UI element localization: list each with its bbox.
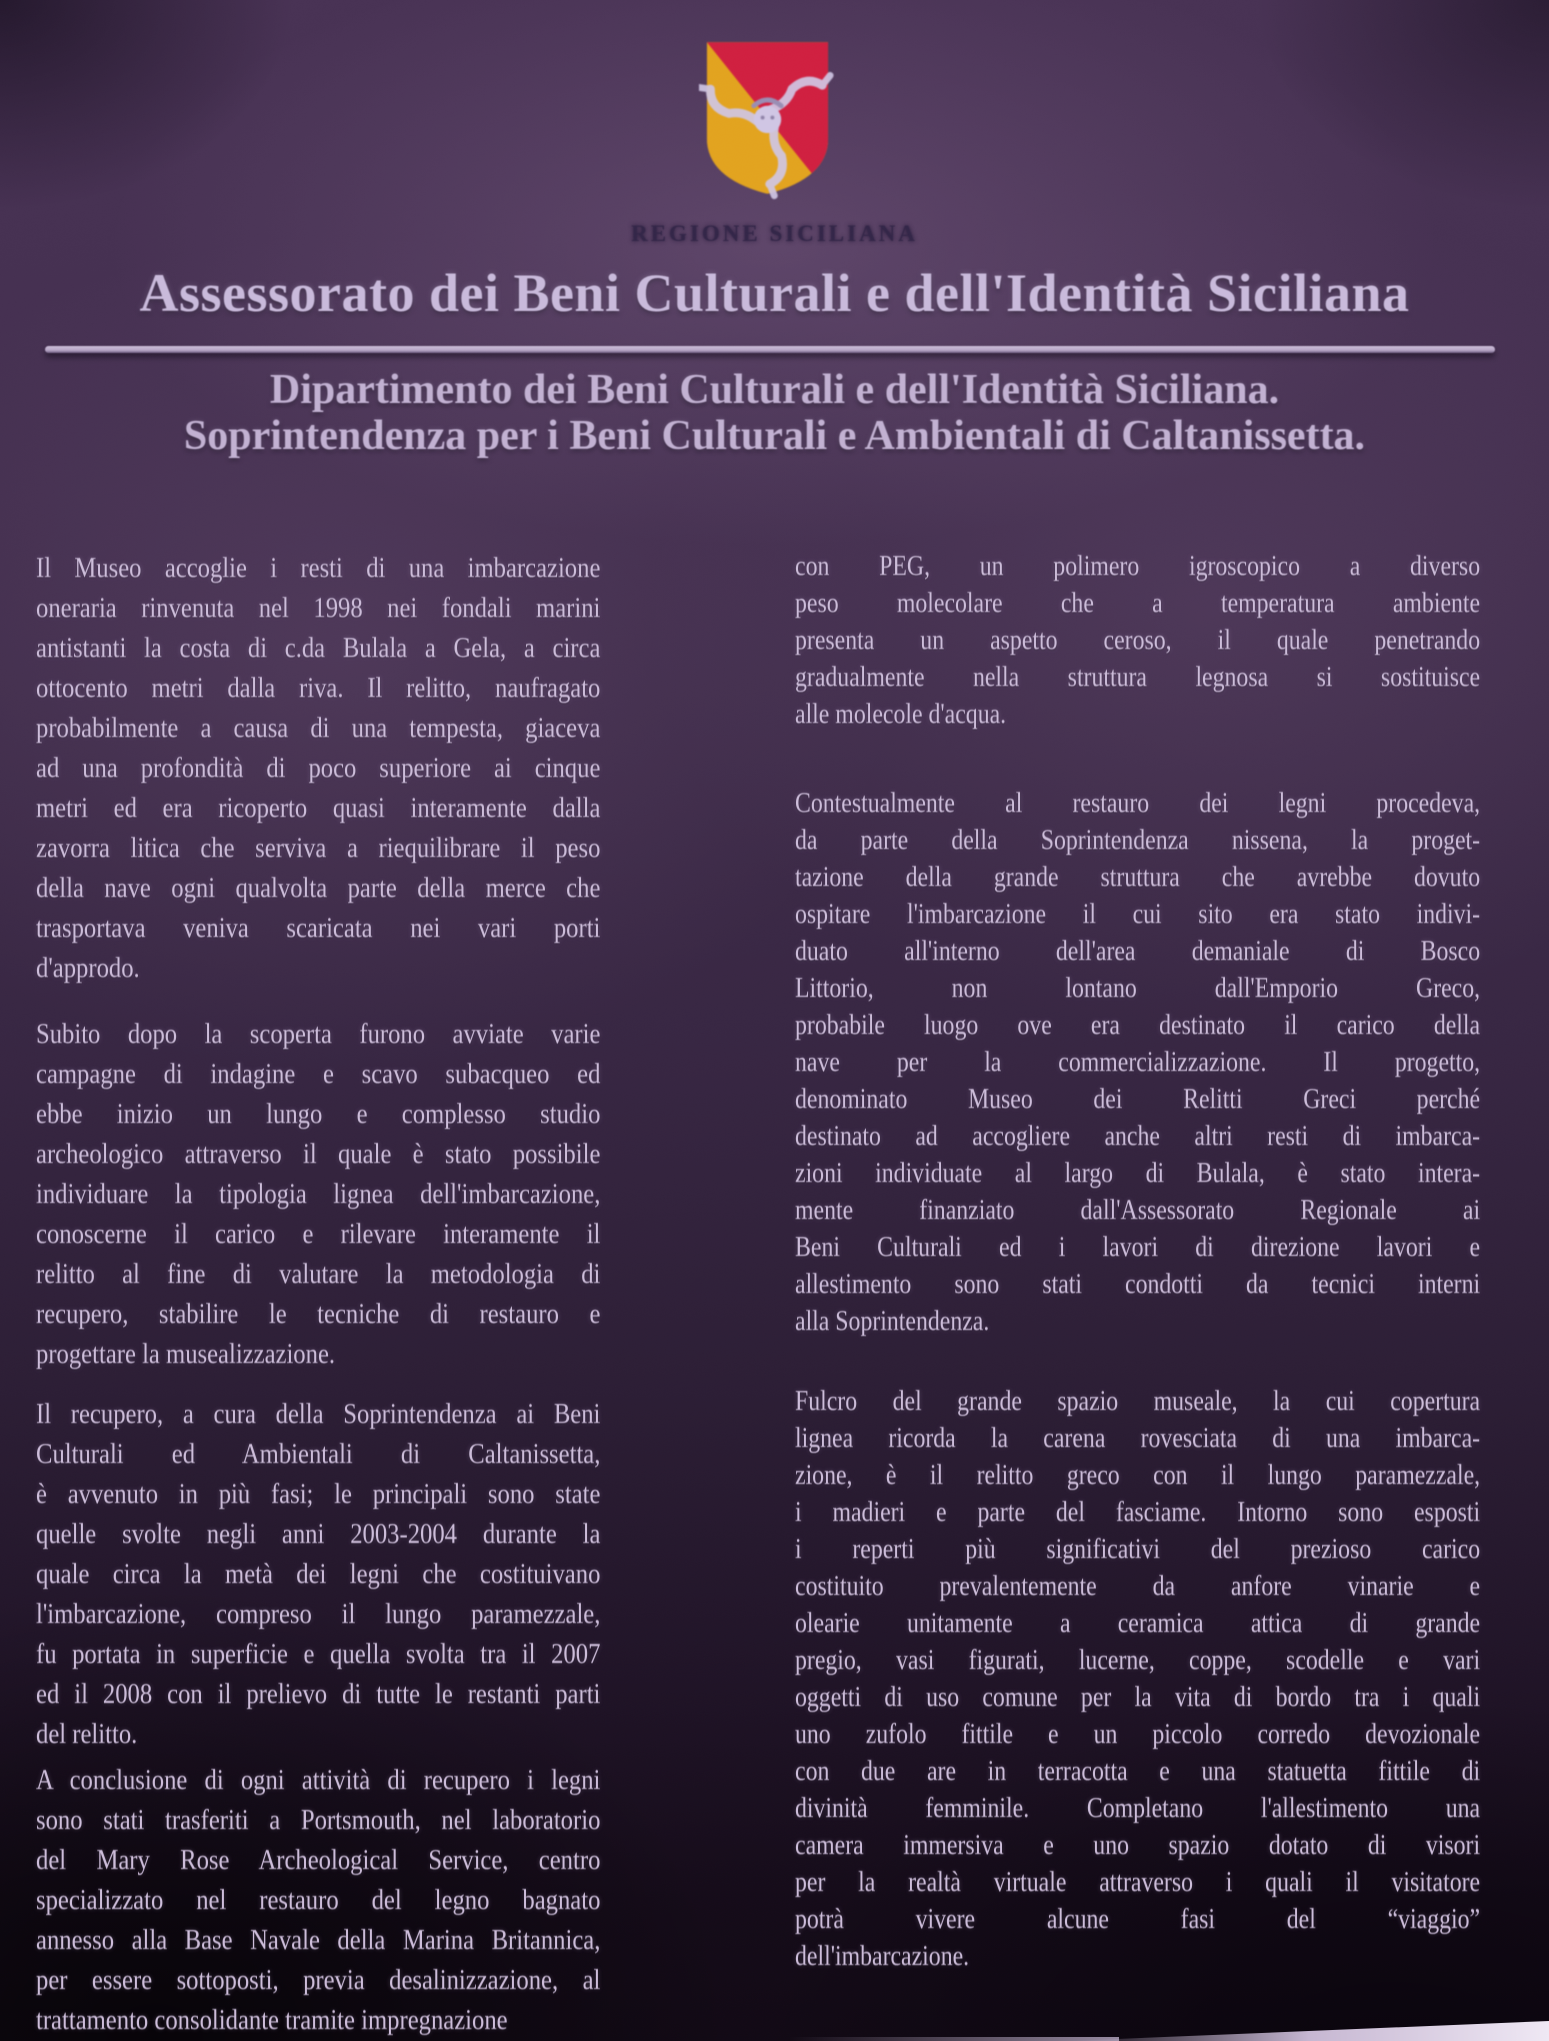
text-line: ebbe inizio un lungo e complesso studio (36, 1098, 601, 1130)
text-line: Culturali ed Ambientali di Caltanissetta, (36, 1438, 601, 1470)
text-line: ospitare l'imbarcazione il cui sito era stato indivi- (795, 899, 1481, 930)
text-line: allestimento sono stati condotti da tecnici interni (795, 1269, 1481, 1300)
text-line: antistanti la costa di c.da Bulala a Gela, a circa (36, 632, 601, 664)
text-line: ottocento metri dalla riva. Il relitto, naufragato (36, 672, 601, 704)
text-line: individuare la tipologia lignea dell'imbarcazione, (36, 1178, 601, 1210)
text-line: alla Soprintendenza. (795, 1306, 990, 1337)
text-line: nave per la commercializzazione. Il progetto, (795, 1047, 1481, 1078)
text-line: potrà vivere alcune fasi del “viaggio” (795, 1904, 1481, 1935)
panel-edge-glare (1069, 2021, 1549, 2041)
text-line: quelle svolte negli anni 2003-2004 durante la (36, 1518, 601, 1550)
text-line: recupero, stabilire le tecniche di restauro e (36, 1298, 601, 1330)
text-line: per essere sottoposti, previa desalinizzazione, al (36, 1964, 601, 1996)
paragraph (36, 1014, 600, 1374)
text-line: destinato ad accogliere anche altri resti di imbarca- (795, 1121, 1481, 1152)
text-line: progettare la musealizzazione. (36, 1338, 336, 1370)
text-line: fu portata in superficie e quella svolta tra il 2007 (36, 1638, 601, 1670)
paragraph (36, 1394, 600, 1754)
text-line: per la realtà virtuale attraverso i quali il visitatore (795, 1867, 1481, 1898)
gorgon-head-icon (754, 106, 781, 133)
text-line: tazione della grande struttura che avrebbe dovuto (795, 862, 1481, 893)
text-line: costituito prevalentemente da anfore vinarie e (795, 1571, 1481, 1602)
text-line: presenta un aspetto ceroso, il quale penetrando (795, 625, 1481, 656)
paragraph (795, 1383, 1480, 1975)
text-line: con PEG, un polimero igroscopico a diverso (795, 551, 1481, 582)
text-line: è avvenuto in più fasi; le principali sono state (36, 1478, 601, 1510)
text-line: oneraria rinvenuta nel 1998 nei fondali marini (36, 592, 601, 624)
text-line: divinità femminile. Completano l'allestimento una (795, 1793, 1481, 1824)
paragraph (795, 785, 1480, 1340)
text-line: specializzato nel restauro del legno bagnato (36, 1884, 601, 1916)
text-line: trasportava veniva scaricata nei vari porti (36, 912, 601, 944)
text-line: Contestualmente al restauro dei legni procedeva, (795, 788, 1481, 819)
text-line: del Mary Rose Archeological Service, centro (36, 1844, 601, 1876)
text-line: archeologico attraverso il quale è stato possibile (36, 1138, 601, 1170)
text-line: ed il 2008 con il prelievo di tutte le restanti parti (36, 1678, 601, 1710)
text-line: pregio, vasi figurati, lucerne, coppe, scodelle e vari (795, 1645, 1481, 1676)
text-line: mente finanziato dall'Assessorato Regionale ai (795, 1195, 1481, 1226)
text-line: Subito dopo la scoperta furono avviate varie (36, 1018, 601, 1050)
text-line: relitto al fine di valutare la metodologia di (36, 1258, 601, 1290)
left-column (36, 548, 600, 2041)
text-line: oggetti di uso comune per la vita di bordo tra i quali (795, 1682, 1481, 1713)
text-line: olearie unitamente a ceramica attica di grande (795, 1608, 1481, 1639)
text-line: A conclusione di ogni attività di recupero i legni (36, 1764, 601, 1796)
text-line: probabile luogo ove era destinato il carico della (795, 1010, 1481, 1041)
text-line: probabilmente a causa di una tempesta, giaceva (36, 712, 601, 744)
text-line: gradualmente nella struttura legnosa si sostituisce (795, 662, 1481, 693)
text-line: Beni Culturali ed i lavori di direzione lavori e (795, 1232, 1481, 1263)
text-line: duato all'interno dell'area demaniale di Bosco (795, 936, 1481, 967)
text-line: conoscerne il carico e rilevare interamente il (36, 1218, 601, 1250)
text-line: zavorra litica che serviva a riequilibrare il peso (36, 832, 601, 864)
subtitle-line-1: Dipartimento dei Beni Culturali e dell'Identità Siciliana. (269, 367, 1280, 413)
gorgon-eye-left (761, 116, 765, 120)
paragraph (795, 548, 1480, 733)
region-label: REGIONE SICILIANA (631, 221, 918, 246)
sicily-coat-of-arms-icon (699, 37, 836, 200)
text-line: della nave ogni qualvolta parte della merce che (36, 872, 601, 904)
text-line: metri ed era ricoperto quasi interamente dalla (36, 792, 601, 824)
text-line: camera immersiva e uno spazio dotato di visori (795, 1830, 1481, 1861)
text-line: lignea ricorda la carena rovesciata di una imbarca- (795, 1423, 1481, 1454)
page-title: Assessorato dei Beni Culturali e dell'Identità Siciliana (139, 263, 1410, 323)
text-line: sono stati trasferiti a Portsmouth, nel laboratorio (36, 1804, 601, 1836)
title-divider (45, 346, 1495, 353)
text-line: l'imbarcazione, compreso il lungo paramezzale, (36, 1598, 601, 1630)
text-line: Il Museo accoglie i resti di una imbarcazione (36, 552, 601, 584)
text-line: Littorio, non lontano dall'Emporio Greco, (795, 973, 1481, 1004)
text-line: quale circa la metà dei legni che costituivano (36, 1558, 601, 1590)
text-line: i reperti più significativi del prezioso carico (795, 1534, 1481, 1565)
text-line: da parte della Soprintendenza nissena, la proget- (795, 825, 1481, 856)
text-line: dell'imbarcazione. (795, 1941, 970, 1972)
text-line: Il recupero, a cura della Soprintendenza ai Beni (36, 1398, 601, 1430)
text-line: d'approdo. (36, 952, 140, 984)
gorgon-eye-right (770, 116, 774, 120)
text-line: zione, è il relitto greco con il lungo paramezzale, (795, 1460, 1481, 1491)
text-line: con due are in terracotta e una statuetta fittile di (795, 1756, 1481, 1787)
text-line: ad una profondità di poco superiore ai cinque (36, 752, 601, 784)
text-line: campagne di indagine e scavo subacqueo ed (36, 1058, 601, 1090)
right-column (795, 548, 1480, 1999)
text-line: Fulcro del grande spazio museale, la cui copertura (795, 1386, 1481, 1417)
panel-edge-glare-thin (789, 2037, 1119, 2041)
text-line: peso molecolare che a temperatura ambiente (795, 588, 1481, 619)
text-line: zioni individuate al largo di Bulala, è stato intera- (795, 1158, 1481, 1189)
text-line: annesso alla Base Navale della Marina Britannica, (36, 1924, 601, 1956)
subtitle-line-2: Soprintendenza per i Beni Culturali e Ambientali di Caltanissetta. (183, 413, 1366, 459)
paragraph (36, 548, 600, 988)
text-line: del relitto. (36, 1718, 138, 1750)
paragraph (36, 1760, 600, 2040)
text-line: i madieri e parte del fasciame. Intorno sono esposti (795, 1497, 1481, 1528)
text-line: trattamento consolidante tramite impregnazione (36, 2004, 508, 2036)
text-line: denominato Museo dei Relitti Greci perché (795, 1084, 1481, 1115)
text-line: uno zufolo fittile e un piccolo corredo devozionale (795, 1719, 1481, 1750)
text-line: alle molecole d'acqua. (795, 699, 1007, 730)
